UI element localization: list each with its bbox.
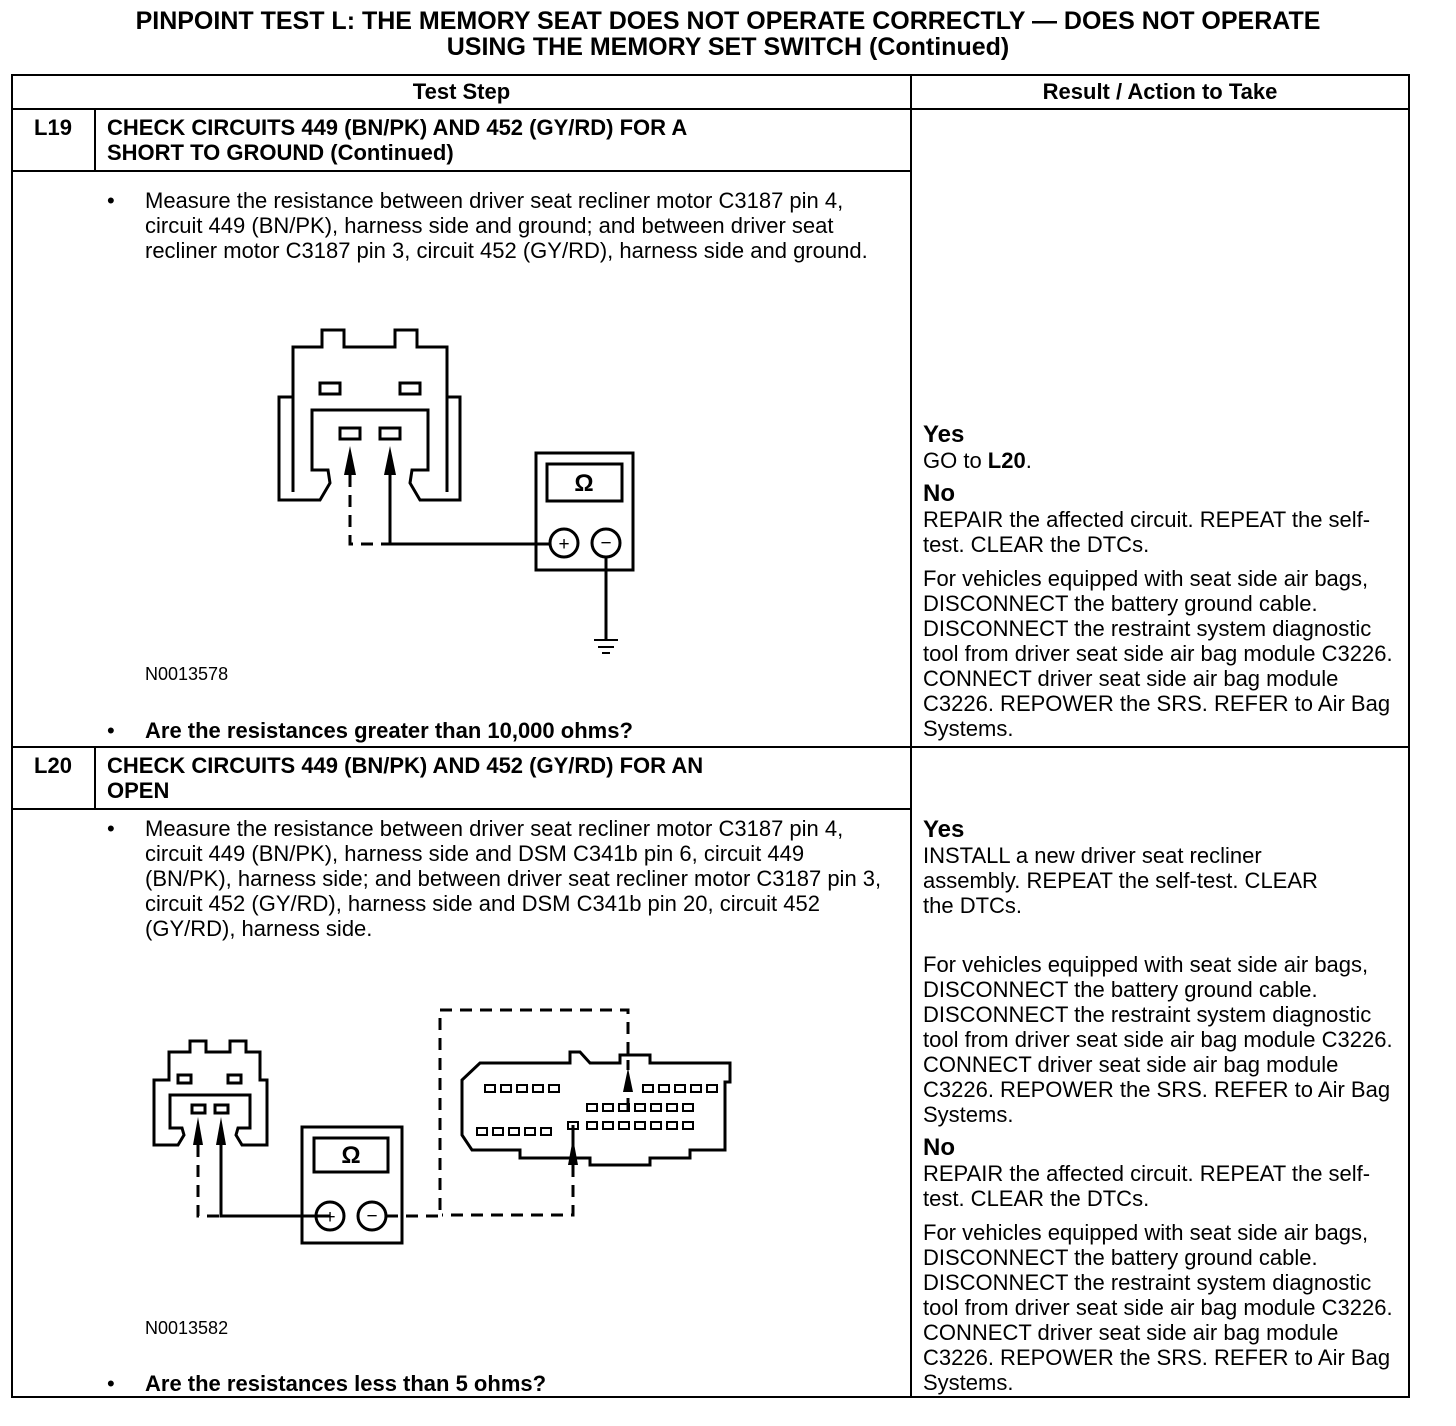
step-l20-no-label: No (923, 1134, 955, 1161)
probe-right-icon (384, 446, 396, 475)
step-l19-instruction-bullet: • (107, 188, 115, 213)
probe-dsm-pin20-icon (568, 1138, 578, 1165)
ohm-symbol: Ω (574, 470, 594, 497)
connector-slot-right (400, 383, 420, 394)
step-l20-yes-text: INSTALL a new driver seat recliner assembly. REPEAT the self-test. CLEAR the DTCs. (923, 843, 1318, 918)
probe-dsm-pin6-icon (623, 1068, 633, 1092)
header-rule (11, 108, 1410, 110)
connector-pin-4 (340, 428, 360, 439)
connector-pin-3 (215, 1105, 228, 1113)
step-l20-yes-note: For vehicles equipped with seat side air bags, DISCONNECT the battery ground cable. DISCONNECT the restraint system diagnostic tool from driver seat side air bag module C3226. CONNECT driver seat side air bag module C3226. REPOWER the SRS. REFER to Air Bag Systems. (923, 952, 1393, 1127)
step-l20-title-line-1: CHECK CIRCUITS 449 (BN/PK) AND 452 (GY/RD) FOR AN (107, 753, 704, 778)
header-test-step: Test Step (412, 79, 511, 104)
step-l19-title-line-2: SHORT TO GROUND (Continued) (107, 140, 454, 165)
title-line-2: USING THE MEMORY SET SWITCH (Continued) (446, 33, 1010, 61)
step-l19-diagram (260, 320, 680, 670)
header-result-action: Result / Action to Take (1042, 79, 1278, 104)
page-title (0, 8, 1456, 60)
recliner-connector-c3187 (154, 1041, 267, 1145)
step-l20-yes-label: Yes (923, 816, 965, 843)
column-divider (910, 74, 912, 1398)
step-l19-figure-id: N0013578 (145, 664, 229, 684)
step-l20-result (923, 817, 1408, 1395)
step-l19-no-text: REPAIR the affected circuit. REPEAT the self-test. CLEAR the DTCs. (923, 507, 1371, 557)
step-l19-goto-link[interactable]: L20 (987, 448, 1026, 473)
title-line-1: PINPOINT TEST L: THE MEMORY SEAT DOES NOT OPERATE CORRECTLY — DOES NOT OPERATE (135, 7, 1321, 35)
step-l20-no-note: For vehicles equipped with seat side air bags, DISCONNECT the battery ground cable. DISCONNECT the restraint system diagnostic tool from driver seat side air bag module C3226. CONNECT driver seat side air bag module C3226. REPOWER the SRS. REFER to Air Bag Systems. (923, 1220, 1393, 1395)
connector-pin-4 (192, 1105, 205, 1113)
ohm-symbol: Ω (341, 1142, 361, 1169)
step-l19-no-note: For vehicles equipped with seat side air bags, DISCONNECT the battery ground cable. DISCONNECT the restraint system diagnostic tool from driver seat side air bag module C3226. CONNECT driver seat side air bag module C3226. REPOWER the SRS. REFER to Air Bag Systems. (923, 566, 1393, 741)
connector-pin-3 (380, 428, 400, 439)
step-l19-result (923, 422, 1408, 741)
plus-symbol: + (324, 1207, 336, 1228)
step-l20-title-rule (11, 808, 911, 810)
step-l19-id-divider (94, 108, 96, 171)
probe-right-icon (216, 1117, 226, 1145)
recliner-connector-c3187 (279, 330, 460, 500)
step-l19-yes-label: Yes (923, 421, 965, 448)
step-l19-yes-text (923, 448, 1408, 473)
step-l19-id: L19 (34, 115, 72, 140)
step-l19-title (107, 115, 687, 165)
step-l20-id-divider (94, 746, 96, 809)
step-l19-yes-prefix: GO to (923, 448, 988, 473)
step-l20-question-bullet: • (107, 1371, 115, 1396)
minus-symbol: − (366, 1206, 378, 1227)
minus-symbol: − (600, 533, 612, 554)
step-l20-title (107, 753, 703, 803)
probe-left-icon (344, 446, 356, 475)
step-l20-instruction: Measure the resistance between driver seat recliner motor C3187 pin 4, circuit 449 (BN/PK), harness side and DSM C341b pin 6, circuit 449 (BN/PK), harness side; and between driver seat recliner motor C3187 pin 3, circuit 452 (GY/RD), harness side and DSM C341b pin 20, circuit 452 (GY/RD), harness side. (145, 816, 882, 941)
step-l19-instruction: Measure the resistance between driver seat recliner motor C3187 pin 4, circuit 449 (BN/PK), harness side and ground; and between driver seat recliner motor C3187 pin 3, circuit 452 (GY/RD), harness side and ground. (145, 188, 868, 263)
step-l19-question: Are the resistances greater than 10,000 ohms? (145, 718, 633, 743)
step-l19-no-label: No (923, 480, 955, 507)
step-l20-instruction-bullet: • (107, 816, 115, 841)
step-l19-title-rule (11, 170, 911, 172)
connector-slot-left (320, 383, 340, 394)
step-l20-question: Are the resistances less than 5 ohms? (145, 1371, 547, 1396)
step-l19-question-bullet: • (107, 718, 115, 743)
connector-slot-right (228, 1075, 241, 1083)
step-divider-rule (11, 746, 1410, 748)
plus-symbol: + (558, 534, 570, 555)
step-l20-figure-id: N0013582 (145, 1318, 229, 1338)
step-l20-no-text: REPAIR the affected circuit. REPEAT the self-test. CLEAR the DTCs. (923, 1161, 1371, 1211)
step-l19-title-line-1: CHECK CIRCUITS 449 (BN/PK) AND 452 (GY/RD) FOR A (107, 115, 688, 140)
step-l20-diagram (150, 1000, 750, 1260)
step-l19-yes-suffix: . (1025, 448, 1032, 473)
step-l20-title-line-2: OPEN (107, 778, 170, 803)
probe-left-icon (193, 1117, 203, 1145)
connector-slot-left (178, 1075, 191, 1083)
step-l20-id: L20 (34, 753, 72, 778)
